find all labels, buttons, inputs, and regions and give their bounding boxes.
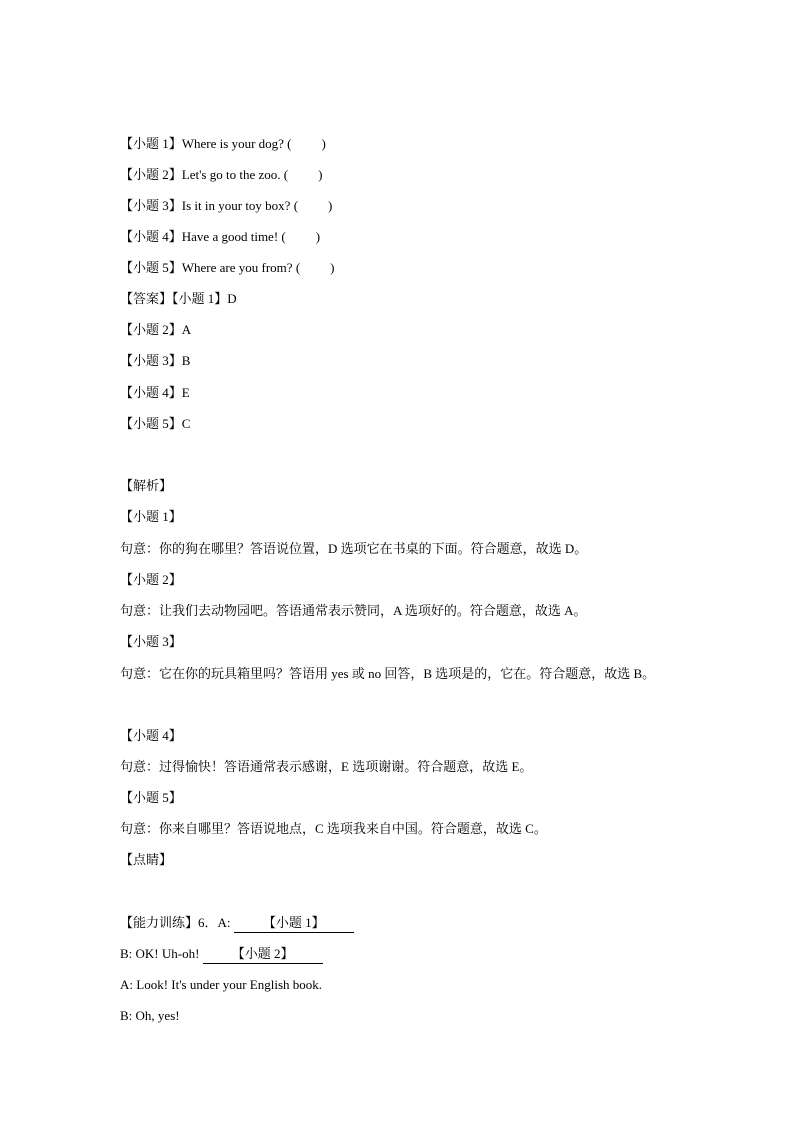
training-header: 【能力训练】6．A: — [120, 915, 231, 930]
training-line-a1 — [120, 914, 354, 933]
pointer-header: 【点睛】 — [120, 852, 173, 867]
analysis-text-5: 句意：你来自哪里？答语说地点，C 选项我来自中国。符合题意，故选 C。 — [120, 821, 547, 836]
analysis-label-5: 【小题 5】 — [120, 790, 182, 805]
answer-value: C — [181, 416, 191, 431]
training-line-b2: B: Oh, yes! — [120, 1008, 180, 1023]
question-2: 【小题 2】Let's go to the zoo. ( ) — [120, 167, 323, 182]
answer-value: A — [181, 322, 192, 337]
answer-2: 【小题 2】A — [120, 322, 192, 337]
question-text: Where are you from? ( — [181, 260, 301, 275]
answer-value: D — [227, 291, 237, 306]
answer-blank-2[interactable]: 【小题 2】 — [203, 945, 323, 964]
question-5: 【小题 5】Where are you from? ( ) — [120, 260, 335, 275]
answer-blank-1[interactable]: 【小题 1】 — [234, 914, 354, 933]
question-label: 【小题 2】 — [120, 167, 182, 182]
answer-3: 【小题 3】B — [120, 353, 191, 368]
answer-4: 【小题 4】E — [120, 385, 190, 400]
training-line-b1: B: OK! Uh-oh! 【小题 2】 — [120, 945, 323, 964]
question-4: 【小题 4】Have a good time! ( ) — [120, 229, 321, 244]
answer-5: 【小题 5】C — [120, 416, 191, 431]
analysis-header: 【解析】 — [120, 478, 173, 493]
answer-value: E — [181, 385, 190, 400]
question-label: 【小题 4】 — [120, 229, 182, 244]
analysis-label-3: 【小题 3】 — [120, 634, 182, 649]
question-1: 【小题 1】Where is your dog? ( ) — [120, 136, 326, 151]
question-label: 【小题 1】 — [120, 136, 182, 151]
answer-1: 【答案】【小题 1】D — [120, 291, 237, 306]
training-line-a2: A: Look! It's under your English book. — [120, 977, 323, 992]
question-text: Let's go to the zoo. ( — [181, 167, 289, 182]
analysis-text-2: 句意：让我们去动物园吧。答语通常表示赞同，A 选项好的。符合题意，故选 A。 — [120, 603, 587, 618]
question-label: 【小题 5】 — [120, 260, 182, 275]
question-3: 【小题 3】Is it in your toy box? ( ) — [120, 198, 333, 213]
analysis-label-4: 【小题 4】 — [120, 728, 182, 743]
question-text: Where is your dog? ( — [181, 136, 292, 151]
analysis-text-4: 句意：过得愉快！答语通常表示感谢，E 选项谢谢。符合题意，故选 E。 — [120, 759, 533, 774]
question-label: 【小题 3】 — [120, 198, 182, 213]
question-text: Have a good time! ( — [181, 229, 286, 244]
answer-value: B — [181, 353, 191, 368]
analysis-text-1: 句意：你的狗在哪里？答语说位置，D 选项它在书桌的下面。符合题意，故选 D。 — [120, 541, 588, 556]
question-text: Is it in your toy box? ( — [181, 198, 299, 213]
analysis-label-1: 【小题 1】 — [120, 509, 182, 524]
answer-header: 【答案】 — [120, 291, 173, 306]
analysis-text-3: 句意：它在你的玩具箱里吗？答语用 yes 或 no 回答，B 选项是的，它在。符合题意，故选 B。 — [120, 666, 656, 681]
analysis-label-2: 【小题 2】 — [120, 572, 182, 587]
